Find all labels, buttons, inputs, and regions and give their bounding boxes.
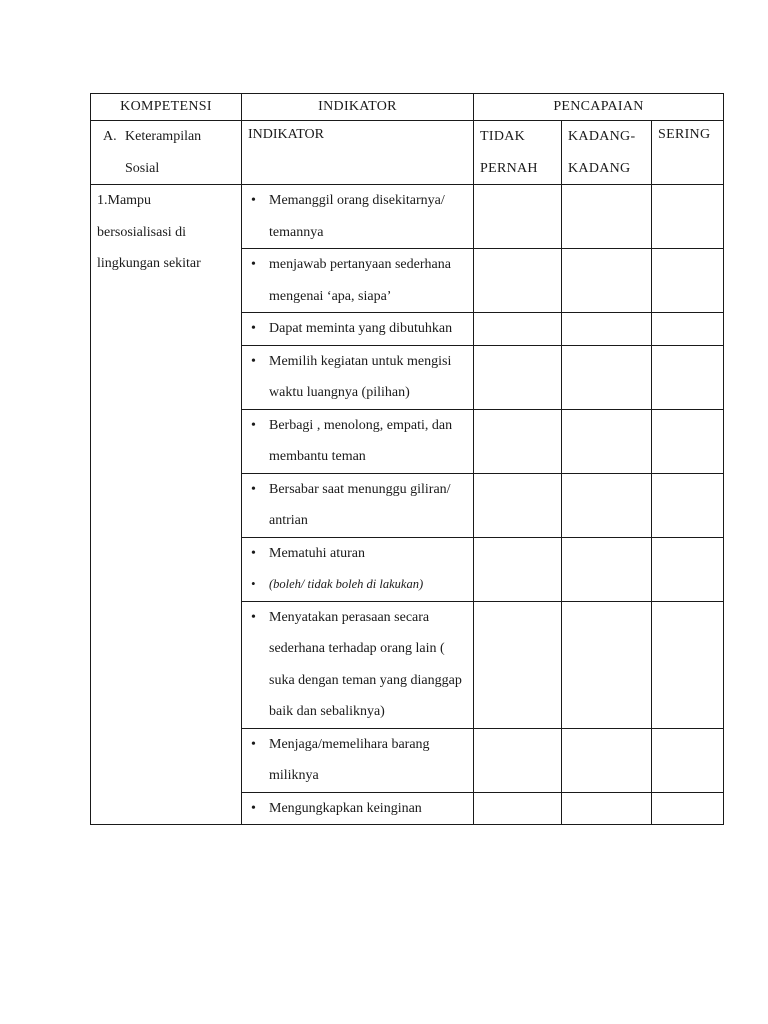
indicator-item: • Memanggil orang disekitarnya/ temannya — [248, 185, 467, 248]
subheader-indikator: INDIKATOR — [242, 121, 474, 185]
assessment-table — [90, 93, 724, 825]
indicator-list — [248, 410, 467, 473]
tidak-pernah-line2: PERNAH — [480, 160, 538, 176]
indicator-list — [248, 602, 467, 728]
indicator-cell — [242, 409, 474, 473]
checkbox-cell-sering[interactable] — [652, 313, 724, 346]
checkbox-cell-tidak-pernah[interactable] — [474, 792, 562, 825]
indicator-cell — [242, 792, 474, 825]
checkbox-cell-sering[interactable] — [652, 345, 724, 409]
checkbox-cell-kadang-kadang[interactable] — [562, 792, 652, 825]
checkbox-cell-tidak-pernah[interactable] — [474, 313, 562, 346]
header-pencapaian: PENCAPAIAN — [474, 94, 724, 121]
checkbox-cell-kadang-kadang[interactable] — [562, 249, 652, 313]
checkbox-cell-sering[interactable] — [652, 473, 724, 537]
section-label — [91, 121, 242, 185]
subheader-sering: SERING — [652, 121, 724, 185]
indicator-item: • Berbagi , menolong, empati, dan membantu teman — [248, 410, 467, 473]
indicator-item: • menjawab pertanyaan sederhana mengenai ‘apa, siapa’ — [248, 249, 467, 312]
indicator-item: • Mengungkapkan keinginan — [248, 793, 467, 825]
checkbox-cell-tidak-pernah[interactable] — [474, 345, 562, 409]
indicator-list — [248, 474, 467, 537]
indicator-list — [248, 538, 467, 601]
kadang-line2: KADANG — [568, 160, 631, 176]
subheader-row — [91, 121, 724, 185]
competency-line2: bersosialisasi di — [97, 224, 187, 240]
checkbox-cell-tidak-pernah[interactable] — [474, 601, 562, 728]
indicator-item: • Bersabar saat menunggu giliran/ antrian — [248, 474, 467, 537]
indicator-cell — [242, 313, 474, 346]
competency-line1: 1.Mampu — [97, 193, 152, 208]
section-letter: A. — [103, 129, 117, 144]
checkbox-cell-tidak-pernah[interactable] — [474, 728, 562, 792]
checkbox-cell-kadang-kadang[interactable] — [562, 409, 652, 473]
indicator-row — [91, 185, 724, 249]
indicator-item: • Memilih kegiatan untuk mengisi waktu luangnya (pilihan) — [248, 346, 467, 409]
checkbox-cell-tidak-pernah[interactable] — [474, 409, 562, 473]
section-title-line1: Keterampilan — [125, 129, 202, 144]
checkbox-cell-sering[interactable] — [652, 601, 724, 728]
indicator-cell — [242, 473, 474, 537]
indicator-list — [248, 185, 467, 248]
checkbox-cell-sering[interactable] — [652, 792, 724, 825]
subheader-kadang-kadang — [562, 121, 652, 185]
competency-cell — [91, 185, 242, 825]
checkbox-cell-sering[interactable] — [652, 537, 724, 601]
checkbox-cell-kadang-kadang[interactable] — [562, 537, 652, 601]
header-kompetensi: KOMPETENSI — [91, 94, 242, 121]
checkbox-cell-kadang-kadang[interactable] — [562, 345, 652, 409]
checkbox-cell-sering[interactable] — [652, 409, 724, 473]
indicator-cell — [242, 601, 474, 728]
indicator-list — [248, 249, 467, 312]
tidak-pernah-line1: TIDAK — [480, 129, 526, 144]
checkbox-cell-tidak-pernah[interactable] — [474, 537, 562, 601]
checkbox-cell-kadang-kadang[interactable] — [562, 473, 652, 537]
indicator-list — [248, 313, 467, 345]
indicator-item: • Mematuhi aturan — [248, 538, 467, 570]
checkbox-cell-tidak-pernah[interactable] — [474, 473, 562, 537]
checkbox-cell-tidak-pernah[interactable] — [474, 185, 562, 249]
indicator-list — [248, 346, 467, 409]
indicator-list — [248, 729, 467, 792]
subheader-tidak-pernah — [474, 121, 562, 185]
kadang-line1: KADANG- — [568, 129, 636, 144]
checkbox-cell-sering[interactable] — [652, 249, 724, 313]
indicator-cell — [242, 345, 474, 409]
checkbox-cell-kadang-kadang[interactable] — [562, 313, 652, 346]
checkbox-cell-sering[interactable] — [652, 185, 724, 249]
header-row — [91, 94, 724, 121]
checkbox-cell-kadang-kadang[interactable] — [562, 185, 652, 249]
checkbox-cell-kadang-kadang[interactable] — [562, 601, 652, 728]
section-title-line2: Sosial — [125, 160, 160, 176]
indicator-item: • Menjaga/memelihara barang miliknya — [248, 729, 467, 792]
indicator-item: • Dapat meminta yang dibutuhkan — [248, 313, 467, 345]
indicator-list — [248, 793, 467, 825]
indicator-cell — [242, 185, 474, 249]
checkbox-cell-kadang-kadang[interactable] — [562, 728, 652, 792]
indicator-cell — [242, 537, 474, 601]
indicator-item: • Menyatakan perasaan secara sederhana terhadap orang lain ( suka dengan teman yang dianggap baik dan sebaliknya) — [248, 602, 467, 728]
checkbox-cell-sering[interactable] — [652, 728, 724, 792]
indicator-cell — [242, 249, 474, 313]
checkbox-cell-tidak-pernah[interactable] — [474, 249, 562, 313]
indicator-note: • (boleh/ tidak boleh di lakukan) — [248, 569, 467, 601]
competency-line3: lingkungan sekitar — [97, 256, 201, 271]
header-indikator: INDIKATOR — [242, 94, 474, 121]
indicator-cell — [242, 728, 474, 792]
